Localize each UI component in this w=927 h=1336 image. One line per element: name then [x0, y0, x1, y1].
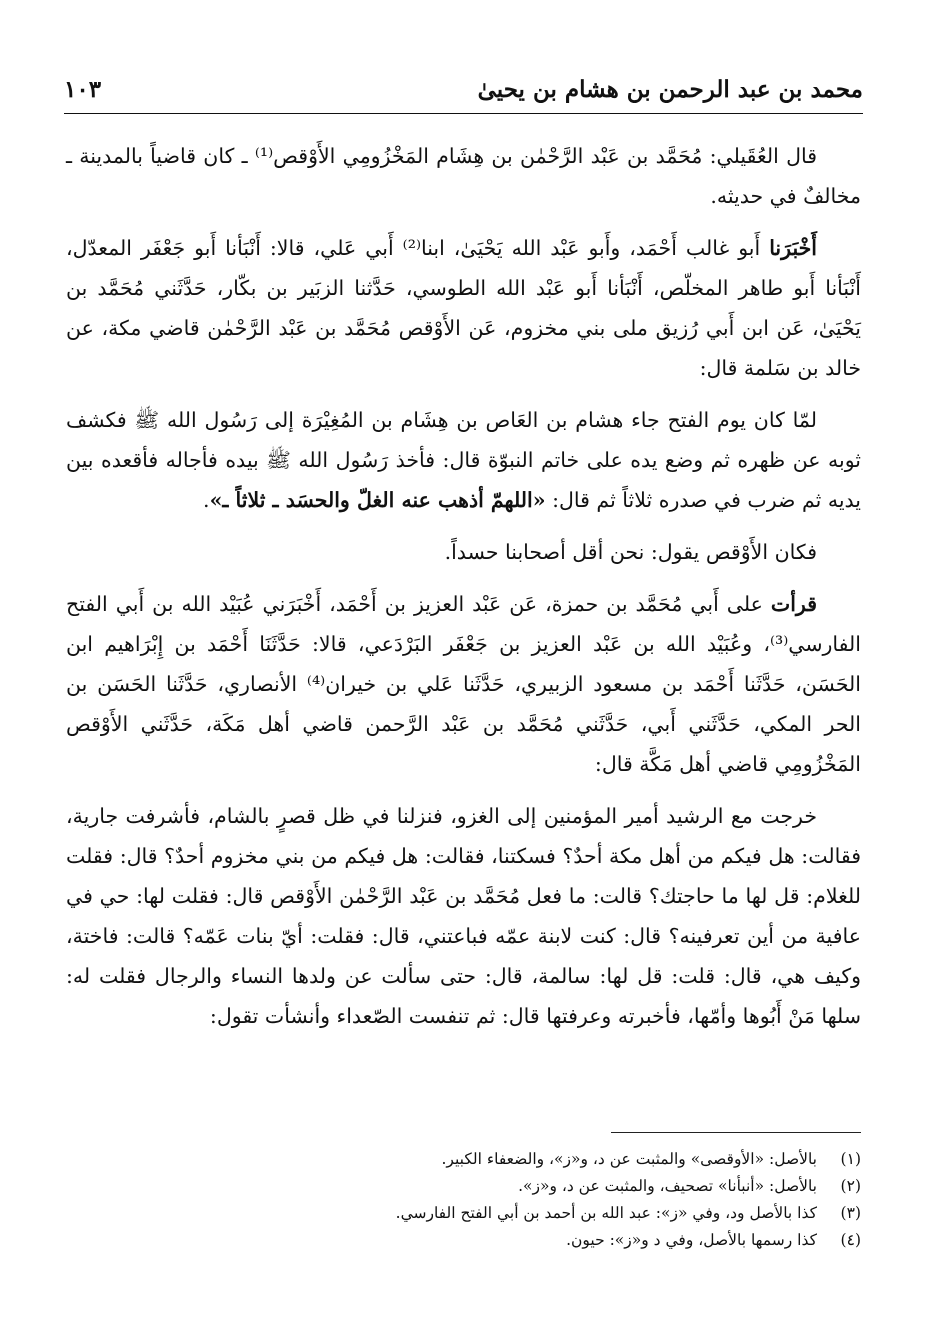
paragraph-4: فكان الأَوْقص يقول: نحن أقل أصحابنا حسداً.: [444, 540, 817, 564]
footnote-rule: [611, 1132, 861, 1133]
paragraph-5-text: على أَبي مُحَمَّد بن حمزة، عَن عَبْد العزيز بن أَحْمَد، أَخْبَرَني عُبَيْد الله بن أَبي الفتح الفارسي⁽³⁾، وعُبَيْد الله بن عَبْد العزيز بن جَعْفَر البَرْدَعي، قالا: حَدَّثَنَا أَحْمَد بن إِبْرَاهيم ابن الحَسَن، حَدَّثَنا أَحْمَد بن مسعود الزبيري، حَدَّثَنا عَلي بن خيران⁽⁴⁾ الأنصاري، حَدَّثَنا الحَسَن بن الحر المكي، حَدَّثَني أَبي، حَدَّثَني مُحَمَّد بن عَبْد الرَّحمن قاضي أهل مَكَة، حَدَّثَني الأَوْقص المَخْزُومِي قاضي أهل مَكَّة قال:: [66, 592, 861, 776]
paragraph-3-quote: «اللهمّ أذهب عنه الغلّ والحسَد ـ ثلاثاً ـ»: [209, 488, 546, 512]
footnote-text: كذا بالأصل ود، وفي «ز»: عبد الله بن أحمد بن أبي الفتح الفارسي.: [395, 1204, 817, 1222]
header-rule: [64, 113, 863, 114]
footnotes: [66, 1146, 861, 1254]
paragraph-5: [66, 584, 861, 784]
footnote-text: بالأصل: «أنبأنا» تصحيف، والمثبت عن د، و«ز».: [518, 1177, 817, 1195]
footnote-number: (٣): [840, 1204, 861, 1222]
page-number: ١٠٣: [64, 76, 102, 103]
paragraph-3: [66, 400, 861, 520]
paragraph-1: قال العُقَيلي: مُحَمَّد بن عَبْد الرَّحْمٰن بن هِشَام المَخْزُومِي الأَوْقص⁽¹⁾ ـ كان قاضياً بالمدينة ـ مخالفٌ في حديثه.: [66, 144, 861, 208]
paragraph-6: خرجت مع الرشيد أمير المؤمنين إلى الغزو، فنزلنا في ظل قصرٍ بالشام، فأشرفت جارية، فقالت: هل فيكم من أهل مكة أحدٌ؟ فسكتنا، فقالت: هل فيكم من بني مخزوم أحدٌ؟ قال: فقلت للغلام: قل لها ما حاجتك؟ قالت: ما فعل مُحَمَّد بن عَبْد الرَّحْمٰن الأَوْقص قال: فقلت لها: حي في عافية من أين تعرفينه؟ قال: كنت لابنة عمّه فباعتني، قال: فقلت: أيّ بنات عَمّه؟ قالت: فاختة، وكيف هي، قال: قلت: قل لها: سالمة، قال: حتى سألت عن ولدها النساء والرجال فقلت له: سلها مَنْ أَبُوها وأمّها، فأخبرته وعرفتها قال: ثم تنفست الصّعداء وأنشأت تقول:: [66, 804, 861, 1028]
footnote-item: [66, 1200, 861, 1227]
footnote-text: كذا رسمها بالأصل، وفي د و«ز»: حيون.: [566, 1231, 817, 1249]
header-title: محمد بن عبد الرحمن بن هشام بن يحيىٰ: [477, 76, 863, 103]
running-header: [64, 70, 863, 110]
footnote-number: (٢): [840, 1177, 861, 1195]
footnote-number: (١): [840, 1150, 861, 1168]
paragraph-5-lead: قرأت: [770, 592, 817, 616]
footnote-item: [66, 1227, 861, 1254]
footnote-text: بالأصل: «الأوقصى» والمثبت عن د، و«ز»، والضعفاء الكبير.: [441, 1150, 817, 1168]
paragraph-3-text: لمّا كان يوم الفتح جاء هشام بن العَاص بن هِشَام بن المُغِيْرَة إلى رَسُول الله ﷺ فكشف ثوبه عن ظهره ثم وضع يده على خاتم النبوّة قال: فأخذ رَسُول الله ﷺ بيده فأجاله فأقعده بين يديه ثم ضرب في صدره ثلاثاً ثم قال:: [66, 408, 861, 512]
footnote-number: (٤): [840, 1231, 861, 1249]
footnote-item: [66, 1173, 861, 1200]
paragraph-2-lead: أَخْبَرَنا: [769, 236, 818, 260]
footnote-item: [66, 1146, 861, 1173]
paragraph-2: [66, 228, 861, 388]
paragraph-2-text: أَبو غالب أَحْمَد، وأَبو عَبْد الله يَحْيَىٰ، ابنا⁽²⁾ أَبي عَلي، قالا: أَنْبَأنا أَبو جَعْفَر المعدّل، أَنْبَأنا أَبو طاهر المخلّص، أَنْبَأنا أَبو عَبْد الله الطوسي، حَدَّثنا الزبَير بن بكّار، حَدَّثَني مُحَمَّد بن يَحْيَىٰ، عَن ابن أَبي رُزيق ملى بني مخزوم، عَن الأَوْقص مُحَمَّد بن عَبْد الرَّحْمٰن قاضي مكة، عن خالد بن سَلمة قال:: [66, 236, 861, 380]
paragraph-3-end: .: [203, 488, 210, 512]
main-text: [66, 136, 861, 1048]
